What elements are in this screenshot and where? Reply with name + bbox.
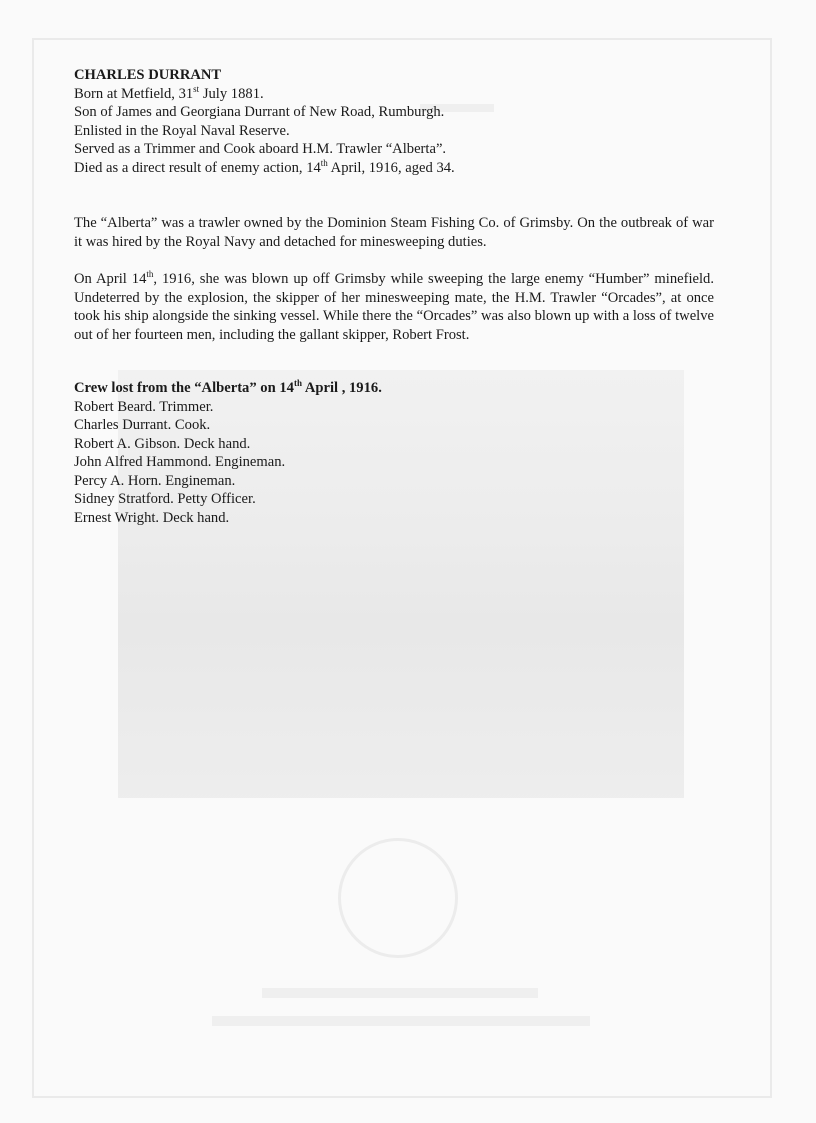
person-name-heading: CHARLES DURRANT <box>74 67 222 83</box>
crew-member: Robert A. Gibson. Deck hand. <box>74 435 251 452</box>
bleed-through-mark <box>262 988 538 998</box>
birth-line <box>74 85 714 104</box>
story-paragraph-1: The “Alberta” was a trawler owned by the Dominion Steam Fishing Co. of Grimsby. On the outbreak of war it was hired by the Royal Navy and detached for minesweeping duties. <box>74 215 714 250</box>
parents-line: Son of James and Georgiana Durrant of New Road, Rumburgh. <box>74 104 445 120</box>
crew-member: Sidney Stratford. Petty Officer. <box>74 491 256 507</box>
birth-text-end: July 1881. <box>199 85 264 102</box>
story-paragraph-2 <box>74 270 714 344</box>
served-line: Served as a Trimmer and Cook aboard H.M. Trawler “Alberta”. <box>74 141 447 157</box>
story-p2-rest: , 1916, she was blown up off Grimsby while sweeping the large enemy “Humber” minefield. Undeterred by the explosion, the skipper of her minesweeping mate, the H.M. Trawler “Orcades”, at once took his ship alongside the sinking vessel. While there the “Orcades” was also blown up with a loss of twelve out of her fourteen men, including the gallant skipper, Robert Frost. <box>74 271 714 343</box>
crew-heading <box>74 379 714 398</box>
story-p2-start: On April 14 <box>74 271 147 287</box>
crew-member: Ernest Wright. Deck hand. <box>74 509 230 526</box>
death-line <box>74 159 714 178</box>
crew-heading-ordinal: th <box>293 378 302 388</box>
document-content <box>74 66 714 527</box>
story-p2-ordinal: th <box>146 269 154 279</box>
bleed-through-mark <box>212 1016 590 1026</box>
enlisted-line: Enlisted in the Royal Naval Reserve. <box>74 122 290 139</box>
death-text-end: April, 1916, aged 34. <box>327 159 455 176</box>
bleed-through-seal <box>338 838 458 958</box>
crew-member: Charles Durrant. Cook. <box>74 417 211 433</box>
crew-member: Robert Beard. Trimmer. <box>74 398 214 415</box>
crew-member: Percy A. Horn. Engineman. <box>74 472 236 489</box>
birth-ordinal: st <box>193 83 200 94</box>
birth-text: Born at Metfield, 31 <box>74 85 194 102</box>
death-text: Died as a direct result of enemy action, 14 <box>74 159 321 176</box>
crew-heading-text-end: April , 1916. <box>301 380 382 396</box>
crew-heading-text: Crew lost from the “Alberta” on 14 <box>74 380 294 396</box>
death-ordinal: th <box>320 157 328 168</box>
crew-list <box>74 398 714 528</box>
crew-member: John Alfred Hammond. Engineman. <box>74 454 286 470</box>
